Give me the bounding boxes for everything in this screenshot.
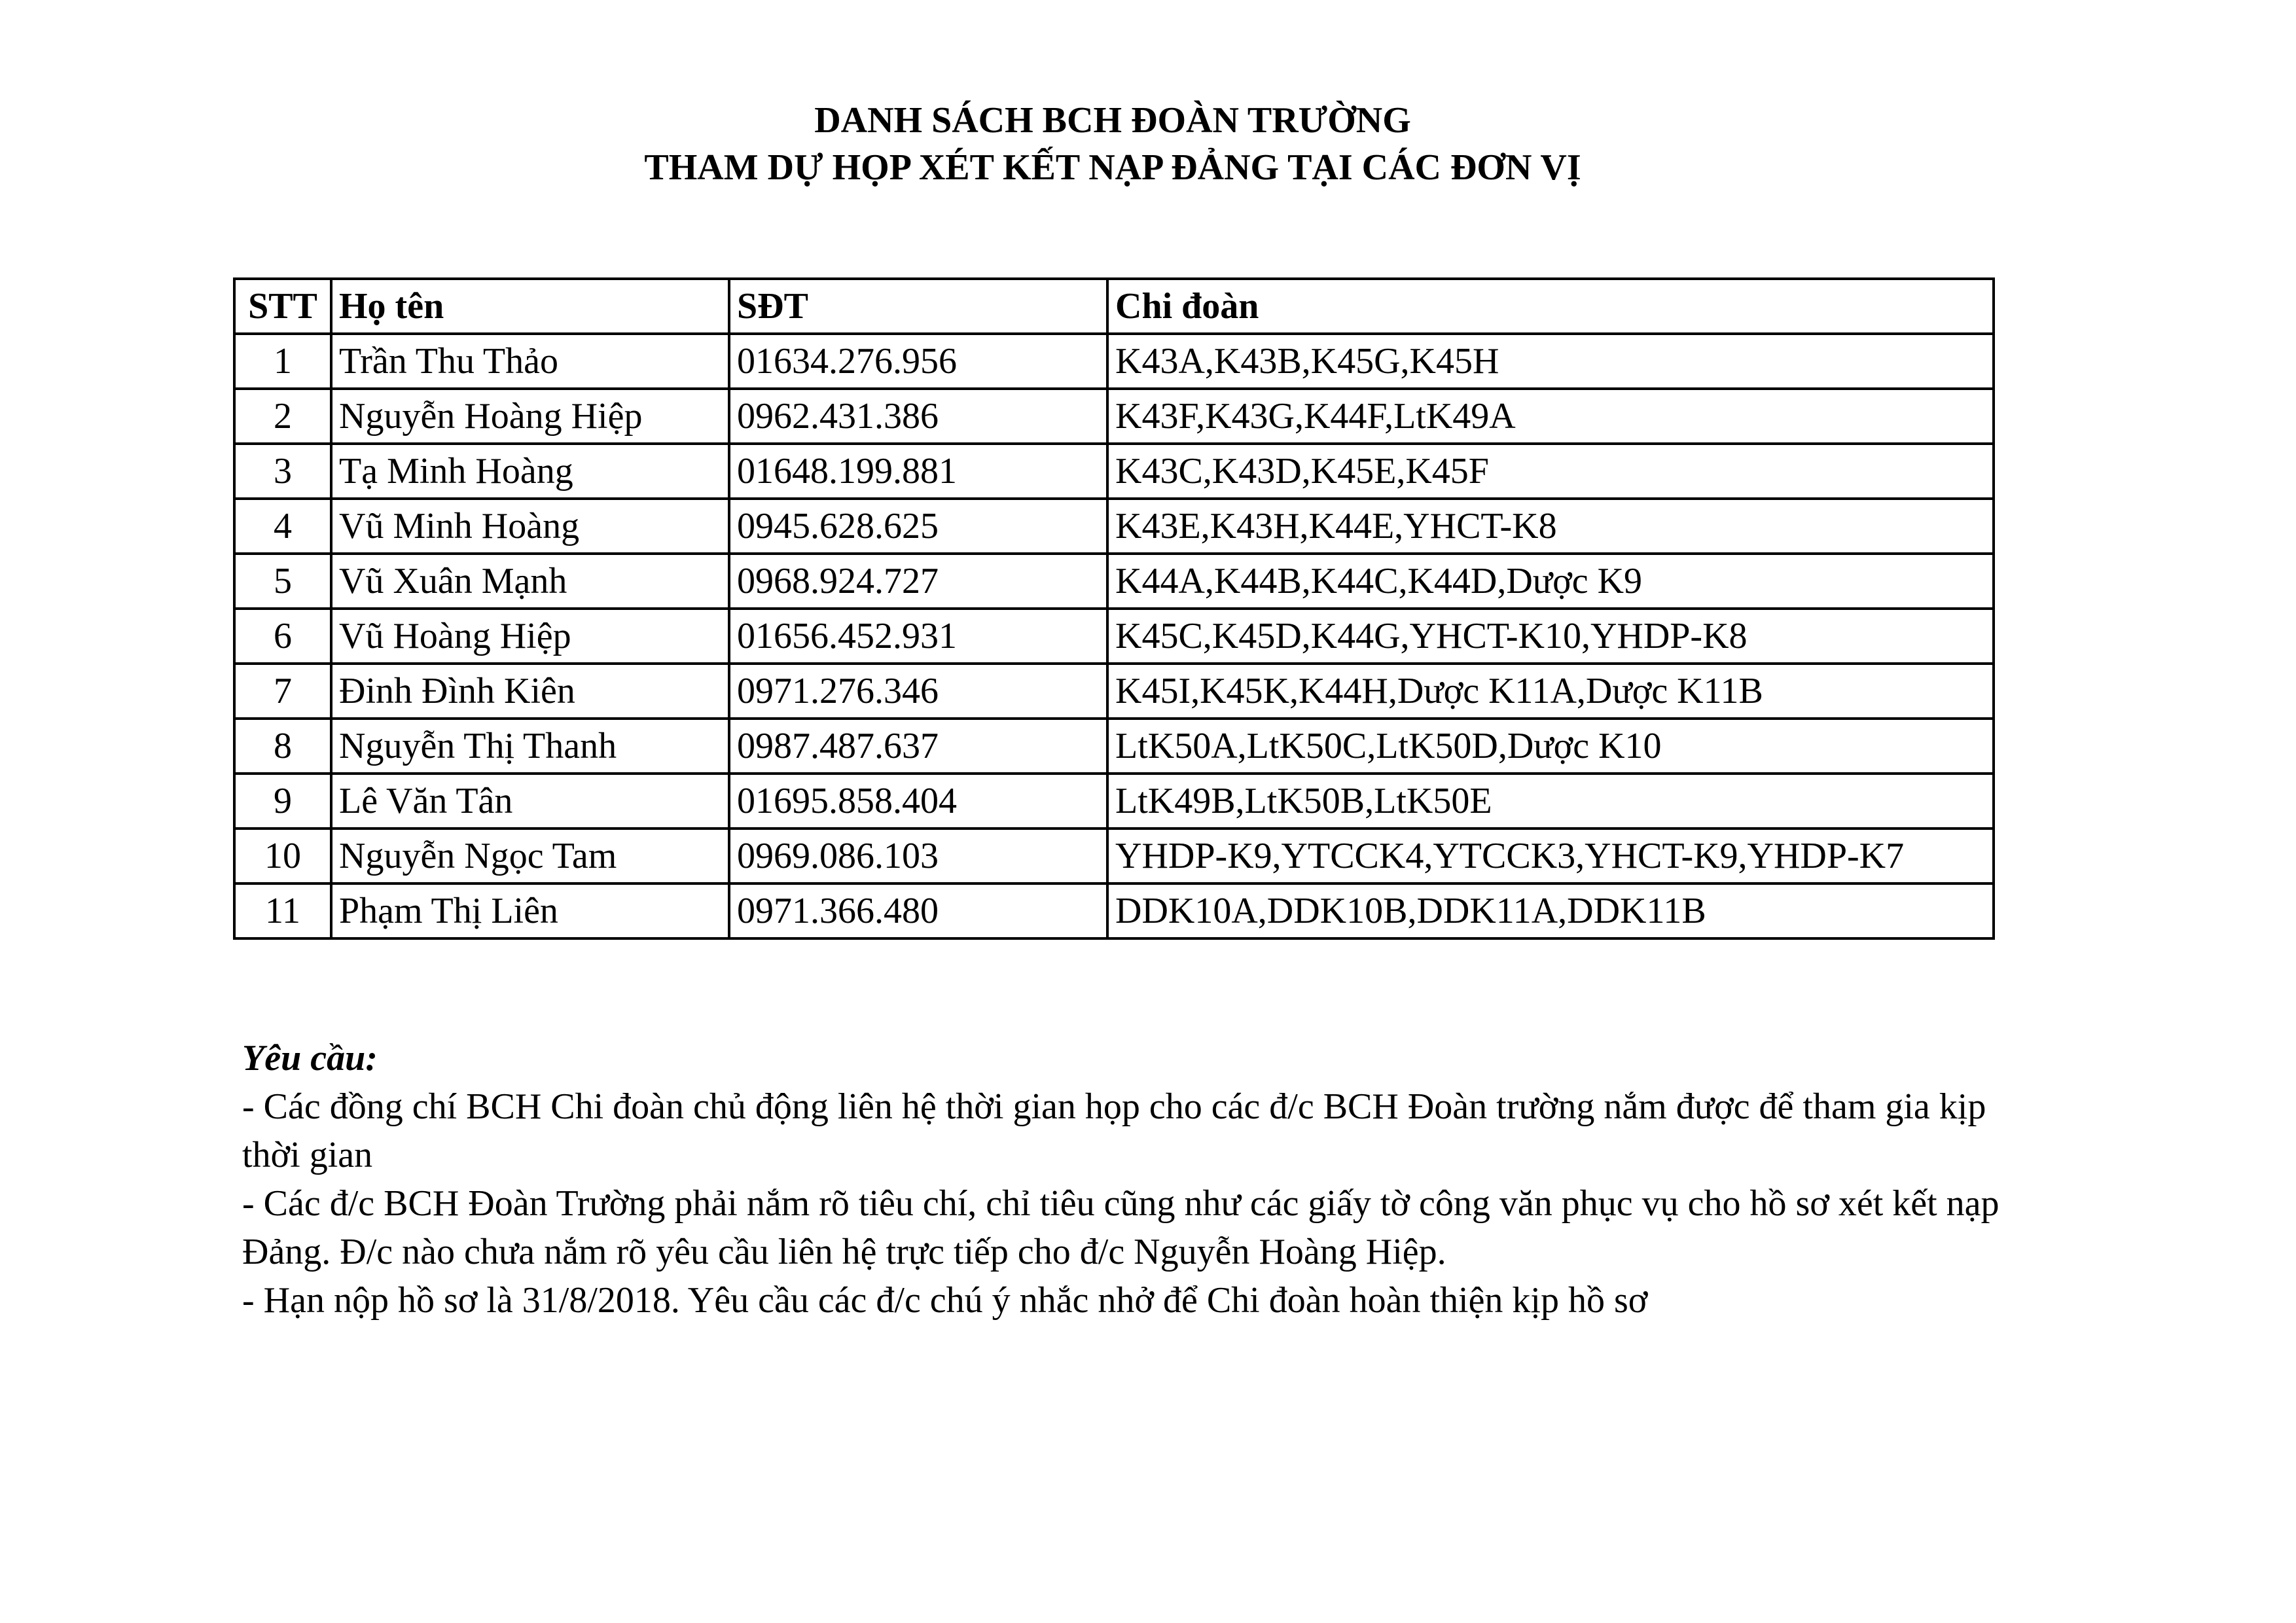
requirement-item: - Các đ/c BCH Đoàn Trường phải nắm rõ tiêu chí, chỉ tiêu cũng như các giấy tờ công văn phục vụ cho hồ sơ xét kết nạp Đảng. Đ/c nào chưa nắm rõ yêu cầu liên hệ trực tiếp cho đ/c Nguyễn Hoàng Hiệp. (242, 1183, 2000, 1272)
cell-stt: 4 (234, 499, 331, 554)
cell-phone: 01695.858.404 (729, 774, 1107, 829)
cell-name: Vũ Minh Hoàng (331, 499, 729, 554)
table-row (234, 554, 1994, 609)
cell-name: Tạ Minh Hoàng (331, 444, 729, 499)
cell-unit: K44A,K44B,K44C,K44D,Dược K9 (1107, 554, 1994, 609)
cell-name: Vũ Hoàng Hiệp (331, 609, 729, 664)
cell-stt: 3 (234, 444, 331, 499)
document-title (0, 97, 2225, 191)
cell-phone: 0971.276.346 (729, 664, 1107, 719)
title-line-1: DANH SÁCH BCH ĐOÀN TRƯỜNG (814, 100, 1411, 141)
cell-unit: K43F,K43G,K44F,LtK49A (1107, 389, 1994, 444)
cell-unit: YHDP-K9,YTCCK4,YTCCK3,YHCT-K9,YHDP-K7 (1107, 829, 1994, 883)
cell-unit: LtK50A,LtK50C,LtK50D,Dược K10 (1107, 719, 1994, 774)
title-line-2: THAM DỰ HỌP XÉT KẾT NẠP ĐẢNG TẠI CÁC ĐƠN VỊ (644, 147, 1581, 188)
cell-phone: 01656.452.931 (729, 609, 1107, 664)
cell-stt: 10 (234, 829, 331, 883)
table-row (234, 609, 1994, 664)
cell-stt: 6 (234, 609, 331, 664)
cell-phone: 0969.086.103 (729, 829, 1107, 883)
requirement-item: - Các đồng chí BCH Chi đoàn chủ động liên hệ thời gian họp cho các đ/c BCH Đoàn trường nắm được để tham gia kịp thời gian (242, 1086, 1986, 1175)
cell-unit: K45C,K45D,K44G,YHCT-K10,YHDP-K8 (1107, 609, 1994, 664)
cell-stt: 8 (234, 719, 331, 774)
cell-name: Nguyễn Hoàng Hiệp (331, 389, 729, 444)
table-header-row (234, 279, 1994, 334)
table-row (234, 334, 1994, 389)
header-phone: SĐT (729, 279, 1107, 334)
requirements-section (242, 1034, 2009, 1325)
table-row (234, 499, 1994, 554)
table-row (234, 444, 1994, 499)
header-stt: STT (234, 279, 331, 334)
cell-phone: 0971.366.480 (729, 883, 1107, 938)
table-row (234, 883, 1994, 938)
cell-phone: 01634.276.956 (729, 334, 1107, 389)
cell-unit: K43C,K43D,K45E,K45F (1107, 444, 1994, 499)
cell-phone: 0968.924.727 (729, 554, 1107, 609)
table-row (234, 774, 1994, 829)
cell-unit: LtK49B,LtK50B,LtK50E (1107, 774, 1994, 829)
table-row (234, 719, 1994, 774)
table-row (234, 389, 1994, 444)
cell-stt: 5 (234, 554, 331, 609)
cell-phone: 01648.199.881 (729, 444, 1107, 499)
cell-name: Trần Thu Thảo (331, 334, 729, 389)
header-name: Họ tên (331, 279, 729, 334)
cell-name: Phạm Thị Liên (331, 883, 729, 938)
table-row (234, 829, 1994, 883)
cell-stt: 1 (234, 334, 331, 389)
cell-unit: K45I,K45K,K44H,Dược K11A,Dược K11B (1107, 664, 1994, 719)
requirement-item: - Hạn nộp hồ sơ là 31/8/2018. Yêu cầu các đ/c chú ý nhắc nhở để Chi đoàn hoàn thiện kịp hồ sơ (242, 1280, 1648, 1321)
cell-phone: 0987.487.637 (729, 719, 1107, 774)
cell-stt: 2 (234, 389, 331, 444)
table-row (234, 664, 1994, 719)
header-unit: Chi đoàn (1107, 279, 1994, 334)
cell-unit: K43E,K43H,K44E,YHCT-K8 (1107, 499, 1994, 554)
cell-phone: 0962.431.386 (729, 389, 1107, 444)
cell-stt: 9 (234, 774, 331, 829)
cell-unit: DDK10A,DDK10B,DDK11A,DDK11B (1107, 883, 1994, 938)
cell-phone: 0945.628.625 (729, 499, 1107, 554)
cell-name: Đinh Đình Kiên (331, 664, 729, 719)
cell-name: Vũ Xuân Mạnh (331, 554, 729, 609)
cell-name: Lê Văn Tân (331, 774, 729, 829)
cell-name: Nguyễn Thị Thanh (331, 719, 729, 774)
cell-name: Nguyễn Ngọc Tam (331, 829, 729, 883)
member-table (233, 277, 1995, 940)
cell-stt: 11 (234, 883, 331, 938)
cell-unit: K43A,K43B,K45G,K45H (1107, 334, 1994, 389)
requirements-heading: Yêu cầu: (242, 1038, 378, 1079)
cell-stt: 7 (234, 664, 331, 719)
